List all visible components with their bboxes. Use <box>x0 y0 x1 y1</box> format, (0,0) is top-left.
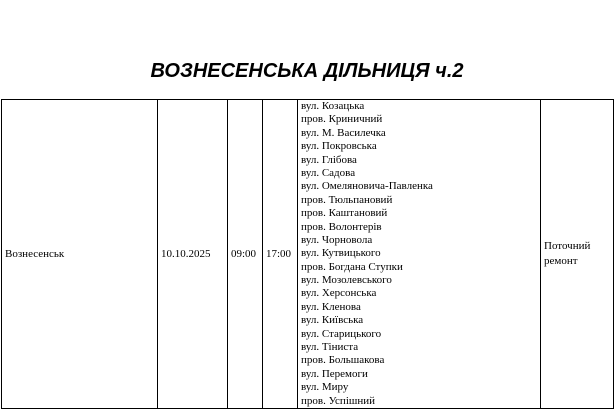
street-item: пров. Успішний <box>301 394 376 407</box>
street-item: вул. Старицького <box>301 327 382 340</box>
street-item: вул. Кленова <box>301 300 361 313</box>
street-item: пров. Криничний <box>301 113 383 126</box>
street-item: вул. Київська <box>301 314 364 327</box>
settlement-cell: Вознесенськ <box>2 100 158 409</box>
street-list <box>301 100 537 408</box>
street-item: пров. Богдана Ступки <box>301 260 403 273</box>
street-item: вул. Садова <box>301 166 356 179</box>
table-row <box>2 100 614 409</box>
outage-table <box>1 99 614 409</box>
start-time-cell: 09:00 <box>228 100 263 409</box>
street-item: вул. Херсонська <box>301 287 377 300</box>
street-item: вул. М. Василечка <box>301 126 386 139</box>
street-item: вул. Тіниста <box>301 341 359 354</box>
page-title: ВОЗНЕСЕНСЬКА ДІЛЬНИЦЯ ч.2 <box>150 60 464 82</box>
street-item: пров. Большакова <box>301 354 385 367</box>
street-item: пров. Волонтерів <box>301 220 382 233</box>
street-item: пров. Тюльпановий <box>301 193 393 206</box>
street-item: вул. Перемоги <box>301 367 368 380</box>
streets-cell <box>298 100 541 409</box>
reason-text: Поточний ремонт <box>544 239 591 267</box>
street-item: вул. Чорновола <box>301 233 373 246</box>
street-item: вул. Кутвицького <box>301 247 381 260</box>
street-item: вул. Глібова <box>301 153 357 166</box>
reason-cell <box>541 100 614 409</box>
street-item: вул. Мозолевського <box>301 274 392 287</box>
street-item: вул. Покровська <box>301 140 377 153</box>
end-time-cell: 17:00 <box>263 100 298 409</box>
date-cell: 10.10.2025 <box>158 100 228 409</box>
street-item: вул. Омеляновича-Павленка <box>301 180 433 193</box>
street-item: пров. Каштановий <box>301 207 388 220</box>
street-item: вул. Миру <box>301 381 349 394</box>
street-item: вул. Козацька <box>301 100 365 112</box>
